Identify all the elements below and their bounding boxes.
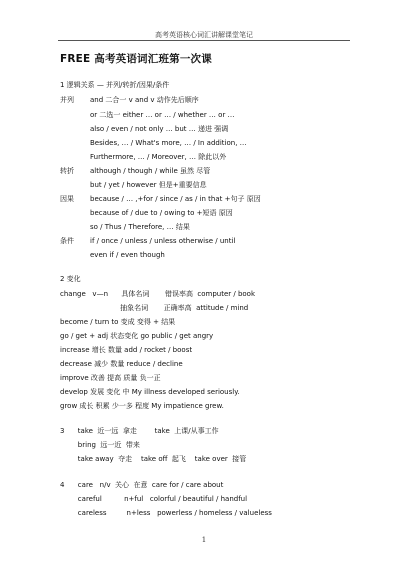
row-label: 并列 — [60, 96, 74, 104]
row-text: Furthermore, … / Moreover, … 除此以外 — [90, 153, 227, 161]
section2-line: grow 成长 积累 少一多 程度 My impatience grew. — [60, 402, 224, 410]
section4-line: careful n+ful colorful / beautiful / handful — [60, 495, 248, 503]
row-text: but / yet / however 但是+重要信息 — [90, 181, 207, 189]
row-text: or 二选一 either … or … / whether … or … — [90, 111, 235, 119]
section2-line: develop 发展 变化 中 My illness developed seriously. — [60, 388, 240, 396]
row-text: because of / due to / owing to +短语 原因 — [90, 209, 233, 217]
row-text: although / though / while 虽然 尽管 — [90, 167, 211, 175]
section1-heading: 1 逻辑关系 — 并列/转折/因果/条件 — [60, 81, 170, 89]
page-number: 1 — [201, 536, 207, 544]
section2-line: decrease 减少 数量 reduce / decline — [60, 360, 183, 368]
row-text: and 二合一 v and v 动作先后顺序 — [90, 96, 199, 104]
page-title: FREE 高考英语词汇班第一次课 — [60, 53, 212, 65]
row-label: 因果 — [60, 195, 74, 203]
row-text: so / Thus / Therefore, … 结果 — [90, 223, 190, 231]
header-rule — [58, 40, 350, 41]
row-label: 转折 — [60, 167, 74, 175]
row-text: because / … ,+for / since / as / in that +句子 原因 — [90, 195, 261, 203]
section3-line: take away 夺走 take off 起飞 take over 接管 — [60, 455, 247, 463]
section2-line: change v—n 具体名词 错误率高 computer / book — [60, 290, 256, 298]
section2-line: increase 增长 数量 add / rocket / boost — [60, 346, 193, 354]
row-label: 条件 — [60, 237, 74, 245]
row-text: if / once / unless / unless otherwise / until — [90, 237, 236, 245]
section2-line: 抽象名词 正确率高 attitude / mind — [60, 304, 249, 312]
row-text: even if / even though — [90, 251, 165, 259]
section2-line: improve 改善 提高 质量 负一正 — [60, 374, 161, 382]
row-text: also / even / not only … but … 递进 强调 — [90, 125, 229, 133]
section2-line: become / turn to 变成 变得 + 结果 — [60, 318, 176, 326]
section4-line: 4 care n/v 关心 在意 care for / care about — [60, 481, 224, 489]
section4-line: careless n+less powerless / homeless / valueless — [60, 509, 272, 517]
section2-line: go / get + adj 状态变化 go public / get angry — [60, 332, 214, 340]
row-text: Besides, … / What's more, … / In addition, … — [90, 139, 247, 147]
section3-line: 3 take 近一远 拿走 take 上课/从事工作 — [60, 427, 219, 435]
section2-heading: 2 变化 — [60, 275, 81, 283]
running-header: 高考英语核心词汇讲解课堂笔记 — [155, 31, 253, 39]
section3-line: bring 远一近 带来 — [60, 441, 140, 449]
